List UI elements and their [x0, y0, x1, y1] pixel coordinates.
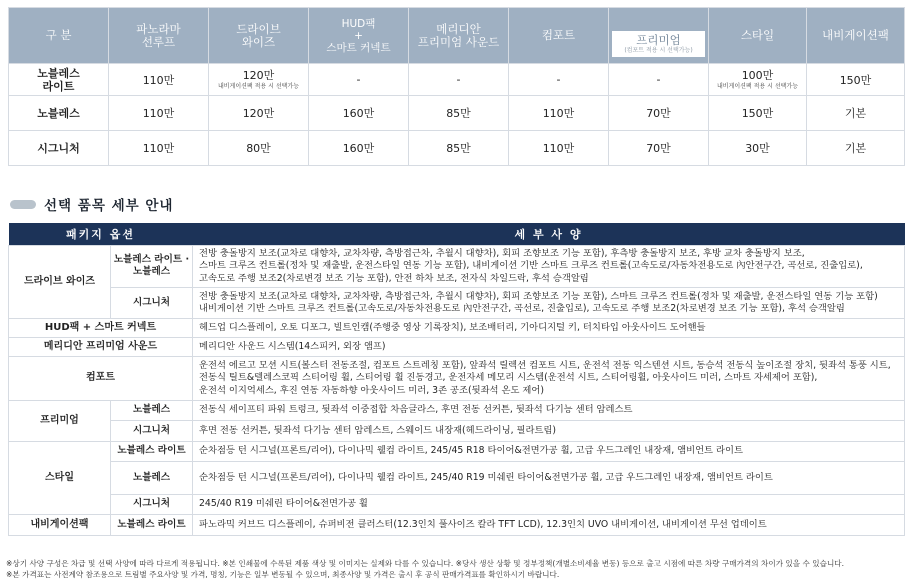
price-premium: -	[609, 64, 709, 96]
header-drive-wise: 드라이브 와이즈	[209, 8, 309, 64]
package-trim: 노블레스 라이트	[111, 515, 193, 536]
header-hud-pack: HUD팩 + 스마트 커넥트	[309, 8, 409, 64]
price-meridian: 85만	[409, 131, 509, 166]
price-premium: 70만	[609, 96, 709, 131]
price-style-value: 100만	[741, 68, 774, 82]
price-drive-wise	[209, 64, 309, 96]
price-hud: -	[309, 64, 409, 96]
price-hud: 160만	[309, 131, 409, 166]
price-row-signature	[9, 131, 905, 166]
package-trim: 노블레스	[111, 401, 193, 421]
detail-row-premium-1	[9, 401, 905, 421]
price-meridian: -	[409, 64, 509, 96]
package-trim: 시그니처	[111, 495, 193, 515]
package-trim: 노블레스 라이트	[111, 442, 193, 462]
package-name-meridian: 메리디안 프리미엄 사운드	[9, 338, 193, 357]
price-navigation: 150만	[807, 64, 905, 96]
package-name-hud: HUD팩 + 스마트 커넥트	[9, 319, 193, 338]
option-price-table	[8, 7, 905, 166]
price-panorama: 110만	[109, 131, 209, 166]
package-name-premium: 프리미엄	[9, 401, 111, 442]
package-trim: 노블레스 라이트 · 노블레스	[111, 245, 193, 288]
package-spec: 헤드업 디스플레이, 오토 디포그, 빌트인캠(주행중 영상 기록장치), 보조배터리, 기아디지털 키, 터치타입 아웃사이드 도어핸들	[193, 319, 905, 338]
detail-row-meridian	[9, 338, 905, 357]
trim-name: 노블레스	[9, 96, 109, 131]
footnote-line: ※상기 사양 구성은 차급 및 선택 사양에 따라 다르게 적용됩니다. ※본 인쇄물에 수록된 제품 색상 및 이미지는 실제와 다를 수 있습니다. ※당사 생산 상황 및 정부정책(개별소비세율 변동) 등으로 출고 시점에 따른 차량 구매가격의 차이가 있을 수 있습니다.	[6, 559, 845, 568]
package-name-comfort: 컴포트	[9, 357, 193, 401]
header-navigation-pack: 내비게이션팩	[807, 8, 905, 64]
price-style: 150만	[709, 96, 807, 131]
detail-row-style-2	[9, 462, 905, 495]
header-premium-label: 프리미엄	[636, 33, 681, 47]
detail-row-drive-wise-1	[9, 245, 905, 288]
price-style-note: 내비게이션팩 적용 시 선택가능	[716, 82, 799, 90]
trim-name: 노블레스 라이트	[9, 64, 109, 96]
header-comfort: 컴포트	[509, 8, 609, 64]
price-premium: 70만	[609, 131, 709, 166]
price-style	[709, 64, 807, 96]
footnote-line: ※본 가격표는 사전계약 참조용으로 트림별 주요사양 및 가격, 명칭, 기능은 일부 변동될 수 있으며, 최종사양 및 가격은 출시 후 공식 판매가격표를 확인하시기 바랍니다.	[6, 570, 560, 579]
package-trim: 시그니처	[111, 288, 193, 319]
package-spec: 전동식 세이프티 파워 트렁크, 뒷좌석 이중접합 차음글라스, 후면 전동 선커튼, 뒷좌석 다기능 센터 암레스트	[193, 401, 905, 421]
detail-header-package: 패키지 옵션	[9, 223, 193, 245]
package-name-style: 스타일	[9, 442, 111, 515]
section-title: 선택 품목 세부 안내	[44, 198, 174, 214]
package-spec: 파노라믹 커브드 디스플레이, 슈퍼비전 클러스터(12.3인치 풀사이즈 칼라 TFT LCD), 12.3인치 UVO 내비게이션, 내비게이션 무선 업데이트	[193, 515, 905, 536]
price-drive-wise: 80만	[209, 131, 309, 166]
package-spec: 전방 충돌방지 보조(교차로 대향차, 교차차량, 측방접근차, 추월시 대향차), 회피 조향보조 기능 포함), 스마트 크루즈 컨트롤(정차 및 재출발, 운전스타일 연동 기능 포함) 내비게이션 기반 스마트 크루즈 컨트롤(고속도로/자동차전용도로 內안전구간, 곡선로, 진출입로), 고속도로 주행 보조2(차로변경 보조 기능 포함), 후석 승객알림	[193, 288, 905, 319]
package-trim: 노블레스	[111, 462, 193, 495]
price-style: 30만	[709, 131, 807, 166]
detail-row-hud	[9, 319, 905, 338]
header-meridian-sound: 메리디안 프리미엄 사운드	[409, 8, 509, 64]
price-comfort: 110만	[509, 131, 609, 166]
price-navigation: 기본	[807, 96, 905, 131]
detail-header-spec: 세 부 사 양	[193, 223, 905, 245]
detail-row-comfort	[9, 357, 905, 401]
price-navigation: 기본	[807, 131, 905, 166]
detail-row-drive-wise-2	[9, 288, 905, 319]
package-name-navigation: 내비게이션팩	[9, 515, 111, 536]
package-spec: 245/40 R19 미쉐린 타이어&전면가공 휠	[193, 495, 905, 515]
price-row-noblesse	[9, 96, 905, 131]
price-meridian: 85만	[409, 96, 509, 131]
section-bar-icon	[10, 200, 36, 209]
detail-row-navigation	[9, 515, 905, 536]
price-drive-wise-note: 내비게이션팩 적용 시 선택가능	[217, 82, 300, 90]
price-drive-wise-value: 120만	[242, 68, 275, 82]
detail-row-premium-2	[9, 421, 905, 442]
section-heading	[10, 193, 173, 215]
header-premium	[609, 8, 709, 64]
footnotes	[6, 558, 906, 580]
package-spec: 후면 전동 선커튼, 뒷좌석 다기능 센터 암레스트, 스웨이드 내장재(헤드라이닝, 필라트림)	[193, 421, 905, 442]
package-spec: 전방 충돌방지 보조(교차로 대향차, 교차차량, 측방접근차, 추월시 대향차), 회피 조향보조 기능 포함), 후측방 충돌방지 보조, 후방 교차 충돌방지 보조, 스마트 크루즈 컨트롤(정차 및 재출발, 운전스타일 연동 기능 포함), 내비게이션 기반 스마트 크루즈 컨트롤(고속도로/자동차전용도로 內안전구간, 곡선로, 진출입로), 고속도로 주행 보조2(차로변경 보조 기능 포함), 안전 하차 보조, 전자식 차일드락, 후석 승객알림	[193, 245, 905, 288]
package-spec: 순차점등 턴 시그널(프론트/리어), 다이나믹 웰컴 라이트, 245/40 R19 미쉐린 타이어&전면가공 휠, 고급 우드그레인 내장재, 앰비언트 라이트	[193, 462, 905, 495]
price-panorama: 110만	[109, 64, 209, 96]
package-spec: 메리디안 사운드 시스템(14스피커, 외장 앰프)	[193, 338, 905, 357]
package-spec: 순차점등 턴 시그널(프론트/리어), 다이나믹 웰컴 라이트, 245/45 R18 타이어&전면가공 휠, 고급 우드그레인 내장재, 앰비언트 라이트	[193, 442, 905, 462]
price-table-header-row	[9, 8, 905, 64]
price-row-noblesse-lite	[9, 64, 905, 96]
package-name-drive-wise: 드라이브 와이즈	[9, 245, 111, 319]
trim-name: 시그니처	[9, 131, 109, 166]
price-comfort: 110만	[509, 96, 609, 131]
price-drive-wise: 120만	[209, 96, 309, 131]
detail-header-row	[9, 223, 905, 245]
header-style: 스타일	[709, 8, 807, 64]
package-trim: 시그니처	[111, 421, 193, 442]
option-detail-table	[8, 223, 905, 536]
detail-row-style-1	[9, 442, 905, 462]
price-hud: 160만	[309, 96, 409, 131]
header-category: 구 분	[9, 8, 109, 64]
price-panorama: 110만	[109, 96, 209, 131]
price-comfort: -	[509, 64, 609, 96]
package-spec: 운전석 에르고 모션 시트(볼스터 전동조절, 컴포트 스트레칭 포함), 앞좌석 릴렉션 컴포트 시트, 운전석 전동 익스텐션 시트, 동승석 전동식 높이조절 장치, 뒷좌석 통풍 시트, 전동식 틸트&텔레스코픽 스티어링 휠, 스티어링 휠 진동경고, 운전자세 메모리 시스템(운전석 시트, 스티어링휠, 아웃사이드 미러, 스마트 자세제어 포함), 운전석 이지억세스, 후진 연동 자동하향 아웃사이드 미러, 3존 공조(뒷좌석 온도 제어)	[193, 357, 905, 401]
header-panorama-sunroof: 파노라마 선루프	[109, 8, 209, 64]
detail-row-style-3	[9, 495, 905, 515]
header-premium-note: (컴포트 적용 시 선택가능)	[624, 47, 693, 54]
